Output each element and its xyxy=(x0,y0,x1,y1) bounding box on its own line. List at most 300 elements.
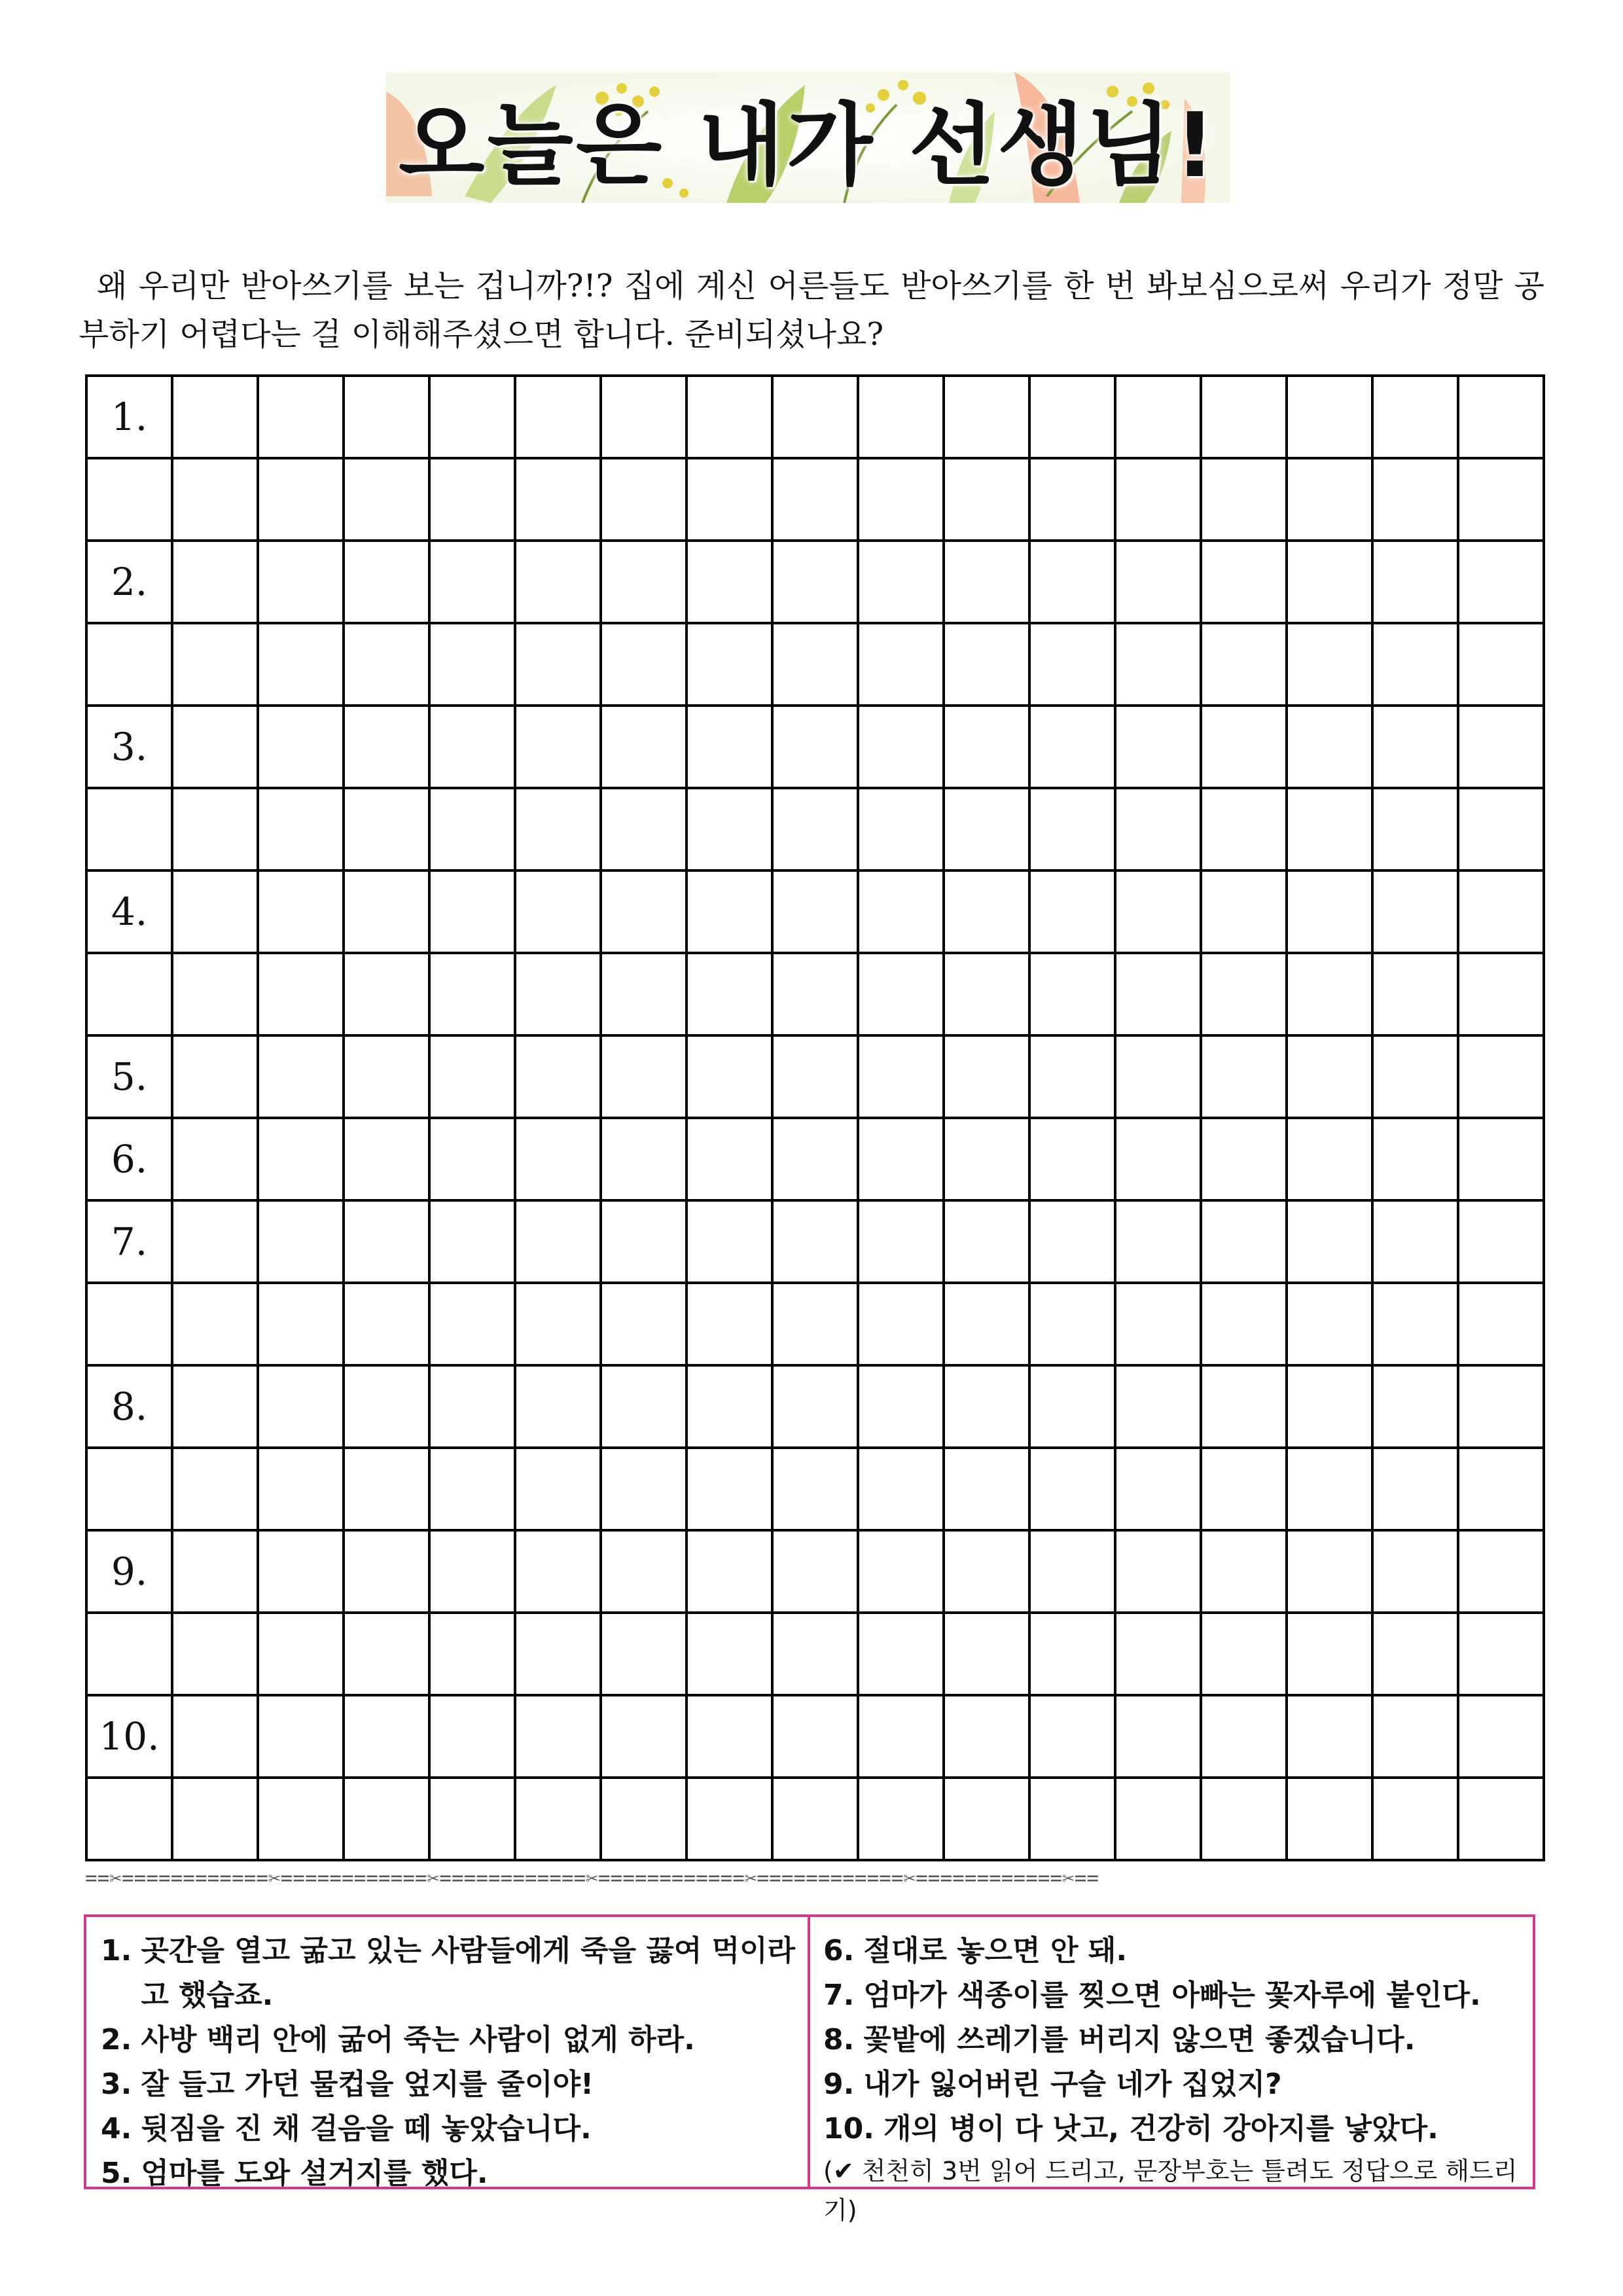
grid-cell[interactable] xyxy=(1201,623,1287,706)
grid-cell[interactable] xyxy=(772,1778,858,1860)
grid-cell[interactable] xyxy=(687,788,772,870)
grid-row-number[interactable]: 4. xyxy=(86,870,172,953)
grid-cell[interactable] xyxy=(944,870,1029,953)
grid-cell[interactable] xyxy=(515,788,601,870)
grid-row-number[interactable] xyxy=(86,953,172,1035)
grid-cell[interactable] xyxy=(1115,1283,1201,1365)
grid-cell[interactable] xyxy=(944,458,1029,541)
grid-cell[interactable] xyxy=(344,1613,429,1695)
grid-cell[interactable] xyxy=(172,376,258,458)
grid-cell[interactable] xyxy=(344,870,429,953)
grid-cell[interactable] xyxy=(258,1283,344,1365)
grid-cell[interactable] xyxy=(1201,1530,1287,1613)
grid-cell[interactable] xyxy=(1201,1365,1287,1448)
grid-cell[interactable] xyxy=(858,788,944,870)
grid-cell[interactable] xyxy=(772,376,858,458)
grid-cell[interactable] xyxy=(515,1695,601,1778)
grid-cell[interactable] xyxy=(258,1035,344,1118)
grid-cell[interactable] xyxy=(429,1695,515,1778)
grid-cell[interactable] xyxy=(258,870,344,953)
grid-cell[interactable] xyxy=(1115,788,1201,870)
grid-cell[interactable] xyxy=(1287,1530,1372,1613)
grid-cell[interactable] xyxy=(858,1448,944,1530)
grid-cell[interactable] xyxy=(1029,376,1115,458)
grid-cell[interactable] xyxy=(1458,541,1544,623)
grid-cell[interactable] xyxy=(172,788,258,870)
grid-cell[interactable] xyxy=(687,1365,772,1448)
grid-cell[interactable] xyxy=(1372,706,1458,788)
grid-cell[interactable] xyxy=(258,376,344,458)
grid-cell[interactable] xyxy=(687,1613,772,1695)
grid-cell[interactable] xyxy=(601,1695,687,1778)
grid-cell[interactable] xyxy=(687,870,772,953)
grid-cell[interactable] xyxy=(944,1448,1029,1530)
grid-cell[interactable] xyxy=(1372,541,1458,623)
grid-cell[interactable] xyxy=(1372,1365,1458,1448)
grid-cell[interactable] xyxy=(1029,1283,1115,1365)
grid-row-number[interactable]: 7. xyxy=(86,1200,172,1283)
grid-cell[interactable] xyxy=(258,1613,344,1695)
grid-row-number[interactable]: 5. xyxy=(86,1035,172,1118)
grid-row-number[interactable] xyxy=(86,1448,172,1530)
grid-cell[interactable] xyxy=(1458,1283,1544,1365)
grid-cell[interactable] xyxy=(858,1283,944,1365)
grid-cell[interactable] xyxy=(1201,541,1287,623)
grid-cell[interactable] xyxy=(772,706,858,788)
grid-cell[interactable] xyxy=(344,1283,429,1365)
grid-cell[interactable] xyxy=(944,1530,1029,1613)
grid-cell[interactable] xyxy=(344,623,429,706)
grid-cell[interactable] xyxy=(1287,1283,1372,1365)
grid-cell[interactable] xyxy=(258,623,344,706)
grid-cell[interactable] xyxy=(1372,1613,1458,1695)
grid-cell[interactable] xyxy=(601,458,687,541)
grid-cell[interactable] xyxy=(772,953,858,1035)
grid-row-number[interactable] xyxy=(86,788,172,870)
grid-cell[interactable] xyxy=(172,870,258,953)
grid-cell[interactable] xyxy=(772,1613,858,1695)
grid-cell[interactable] xyxy=(601,1365,687,1448)
grid-cell[interactable] xyxy=(772,1365,858,1448)
grid-cell[interactable] xyxy=(687,1530,772,1613)
grid-cell[interactable] xyxy=(601,1613,687,1695)
grid-cell[interactable] xyxy=(1201,1613,1287,1695)
grid-cell[interactable] xyxy=(1287,458,1372,541)
grid-cell[interactable] xyxy=(344,1035,429,1118)
grid-cell[interactable] xyxy=(344,376,429,458)
grid-cell[interactable] xyxy=(1458,623,1544,706)
grid-cell[interactable] xyxy=(858,1200,944,1283)
grid-cell[interactable] xyxy=(1115,376,1201,458)
grid-cell[interactable] xyxy=(1201,1778,1287,1860)
grid-cell[interactable] xyxy=(1115,1695,1201,1778)
grid-cell[interactable] xyxy=(172,1283,258,1365)
grid-cell[interactable] xyxy=(687,1200,772,1283)
grid-cell[interactable] xyxy=(1201,1118,1287,1200)
grid-cell[interactable] xyxy=(1372,1695,1458,1778)
grid-cell[interactable] xyxy=(172,1448,258,1530)
grid-cell[interactable] xyxy=(1115,1613,1201,1695)
grid-cell[interactable] xyxy=(1115,1200,1201,1283)
grid-cell[interactable] xyxy=(772,1448,858,1530)
grid-cell[interactable] xyxy=(1372,1778,1458,1860)
grid-cell[interactable] xyxy=(601,1778,687,1860)
grid-cell[interactable] xyxy=(1029,1200,1115,1283)
grid-cell[interactable] xyxy=(858,953,944,1035)
grid-cell[interactable] xyxy=(772,1118,858,1200)
grid-cell[interactable] xyxy=(1287,1695,1372,1778)
grid-cell[interactable] xyxy=(687,1448,772,1530)
grid-cell[interactable] xyxy=(429,1530,515,1613)
grid-cell[interactable] xyxy=(515,623,601,706)
grid-cell[interactable] xyxy=(429,1448,515,1530)
grid-cell[interactable] xyxy=(944,1778,1029,1860)
grid-cell[interactable] xyxy=(172,1200,258,1283)
grid-cell[interactable] xyxy=(858,458,944,541)
grid-cell[interactable] xyxy=(944,1200,1029,1283)
grid-cell[interactable] xyxy=(1115,1778,1201,1860)
grid-cell[interactable] xyxy=(429,953,515,1035)
grid-cell[interactable] xyxy=(172,1695,258,1778)
grid-cell[interactable] xyxy=(1458,1530,1544,1613)
grid-cell[interactable] xyxy=(1029,788,1115,870)
grid-cell[interactable] xyxy=(1115,458,1201,541)
grid-cell[interactable] xyxy=(1287,541,1372,623)
grid-cell[interactable] xyxy=(429,1283,515,1365)
grid-cell[interactable] xyxy=(515,1448,601,1530)
grid-row-number[interactable]: 2. xyxy=(86,541,172,623)
grid-cell[interactable] xyxy=(1287,706,1372,788)
grid-cell[interactable] xyxy=(258,953,344,1035)
grid-cell[interactable] xyxy=(429,1035,515,1118)
grid-cell[interactable] xyxy=(772,1695,858,1778)
grid-cell[interactable] xyxy=(772,458,858,541)
grid-cell[interactable] xyxy=(258,1530,344,1613)
grid-cell[interactable] xyxy=(772,788,858,870)
grid-cell[interactable] xyxy=(858,870,944,953)
grid-cell[interactable] xyxy=(1029,1448,1115,1530)
grid-cell[interactable] xyxy=(1372,953,1458,1035)
grid-cell[interactable] xyxy=(1115,1448,1201,1530)
grid-cell[interactable] xyxy=(429,1365,515,1448)
grid-cell[interactable] xyxy=(944,788,1029,870)
grid-cell[interactable] xyxy=(258,788,344,870)
grid-cell[interactable] xyxy=(515,1118,601,1200)
grid-cell[interactable] xyxy=(1458,788,1544,870)
grid-cell[interactable] xyxy=(687,1118,772,1200)
grid-row-number[interactable]: 1. xyxy=(86,376,172,458)
grid-cell[interactable] xyxy=(858,1035,944,1118)
grid-cell[interactable] xyxy=(258,1365,344,1448)
grid-cell[interactable] xyxy=(258,1118,344,1200)
grid-row-number[interactable] xyxy=(86,1778,172,1860)
grid-cell[interactable] xyxy=(344,1530,429,1613)
grid-cell[interactable] xyxy=(1201,953,1287,1035)
grid-cell[interactable] xyxy=(944,1365,1029,1448)
grid-cell[interactable] xyxy=(258,458,344,541)
grid-cell[interactable] xyxy=(1458,706,1544,788)
grid-cell[interactable] xyxy=(858,541,944,623)
grid-row-number[interactable]: 3. xyxy=(86,706,172,788)
grid-cell[interactable] xyxy=(687,1778,772,1860)
grid-cell[interactable] xyxy=(515,1778,601,1860)
grid-cell[interactable] xyxy=(344,706,429,788)
grid-cell[interactable] xyxy=(601,870,687,953)
grid-row-number[interactable] xyxy=(86,623,172,706)
grid-cell[interactable] xyxy=(172,1118,258,1200)
grid-cell[interactable] xyxy=(1287,1365,1372,1448)
grid-cell[interactable] xyxy=(1029,1365,1115,1448)
grid-cell[interactable] xyxy=(944,1283,1029,1365)
grid-cell[interactable] xyxy=(858,623,944,706)
grid-cell[interactable] xyxy=(1029,953,1115,1035)
grid-cell[interactable] xyxy=(1458,1778,1544,1860)
grid-cell[interactable] xyxy=(1201,870,1287,953)
grid-cell[interactable] xyxy=(172,1035,258,1118)
grid-cell[interactable] xyxy=(344,953,429,1035)
grid-cell[interactable] xyxy=(1372,1283,1458,1365)
grid-cell[interactable] xyxy=(172,1365,258,1448)
grid-cell[interactable] xyxy=(1029,1035,1115,1118)
grid-row-number[interactable]: 9. xyxy=(86,1530,172,1613)
grid-cell[interactable] xyxy=(1029,1695,1115,1778)
grid-cell[interactable] xyxy=(1029,541,1115,623)
grid-cell[interactable] xyxy=(1201,706,1287,788)
grid-cell[interactable] xyxy=(515,1365,601,1448)
grid-cell[interactable] xyxy=(258,1448,344,1530)
grid-cell[interactable] xyxy=(1287,1613,1372,1695)
grid-cell[interactable] xyxy=(772,1283,858,1365)
grid-row-number[interactable] xyxy=(86,1613,172,1695)
grid-cell[interactable] xyxy=(172,1778,258,1860)
grid-cell[interactable] xyxy=(1372,788,1458,870)
grid-cell[interactable] xyxy=(1372,376,1458,458)
grid-cell[interactable] xyxy=(687,541,772,623)
grid-cell[interactable] xyxy=(858,1118,944,1200)
grid-cell[interactable] xyxy=(1287,953,1372,1035)
grid-cell[interactable] xyxy=(601,1035,687,1118)
grid-cell[interactable] xyxy=(172,953,258,1035)
grid-cell[interactable] xyxy=(429,541,515,623)
grid-cell[interactable] xyxy=(515,953,601,1035)
grid-cell[interactable] xyxy=(1029,623,1115,706)
grid-cell[interactable] xyxy=(1372,870,1458,953)
grid-cell[interactable] xyxy=(429,623,515,706)
grid-cell[interactable] xyxy=(601,623,687,706)
grid-cell[interactable] xyxy=(1029,1118,1115,1200)
grid-cell[interactable] xyxy=(515,1530,601,1613)
grid-cell[interactable] xyxy=(1458,870,1544,953)
grid-cell[interactable] xyxy=(1029,1530,1115,1613)
grid-cell[interactable] xyxy=(1458,1613,1544,1695)
grid-cell[interactable] xyxy=(172,706,258,788)
grid-cell[interactable] xyxy=(601,1118,687,1200)
grid-cell[interactable] xyxy=(1287,1118,1372,1200)
grid-cell[interactable] xyxy=(1287,1200,1372,1283)
grid-cell[interactable] xyxy=(687,376,772,458)
grid-cell[interactable] xyxy=(1458,1365,1544,1448)
grid-cell[interactable] xyxy=(944,706,1029,788)
grid-cell[interactable] xyxy=(772,541,858,623)
grid-cell[interactable] xyxy=(429,1118,515,1200)
grid-cell[interactable] xyxy=(1029,1778,1115,1860)
grid-cell[interactable] xyxy=(1201,1283,1287,1365)
grid-cell[interactable] xyxy=(1201,1035,1287,1118)
grid-cell[interactable] xyxy=(258,706,344,788)
grid-cell[interactable] xyxy=(258,1695,344,1778)
grid-cell[interactable] xyxy=(1029,706,1115,788)
grid-cell[interactable] xyxy=(1458,1200,1544,1283)
grid-cell[interactable] xyxy=(344,1695,429,1778)
grid-cell[interactable] xyxy=(1029,1613,1115,1695)
grid-cell[interactable] xyxy=(601,706,687,788)
grid-cell[interactable] xyxy=(1287,870,1372,953)
grid-cell[interactable] xyxy=(1458,1695,1544,1778)
grid-cell[interactable] xyxy=(1372,1035,1458,1118)
grid-cell[interactable] xyxy=(944,1118,1029,1200)
grid-cell[interactable] xyxy=(1287,1035,1372,1118)
grid-cell[interactable] xyxy=(344,1118,429,1200)
grid-cell[interactable] xyxy=(1201,788,1287,870)
grid-cell[interactable] xyxy=(858,1365,944,1448)
grid-cell[interactable] xyxy=(1115,1118,1201,1200)
grid-cell[interactable] xyxy=(1287,788,1372,870)
grid-cell[interactable] xyxy=(1115,1530,1201,1613)
grid-cell[interactable] xyxy=(515,541,601,623)
grid-cell[interactable] xyxy=(172,541,258,623)
grid-cell[interactable] xyxy=(944,953,1029,1035)
grid-cell[interactable] xyxy=(515,870,601,953)
grid-cell[interactable] xyxy=(515,1035,601,1118)
grid-cell[interactable] xyxy=(429,1778,515,1860)
grid-cell[interactable] xyxy=(1372,1530,1458,1613)
grid-cell[interactable] xyxy=(1458,1118,1544,1200)
grid-cell[interactable] xyxy=(344,1778,429,1860)
grid-cell[interactable] xyxy=(944,1695,1029,1778)
grid-cell[interactable] xyxy=(601,376,687,458)
grid-cell[interactable] xyxy=(687,706,772,788)
grid-cell[interactable] xyxy=(772,1200,858,1283)
grid-cell[interactable] xyxy=(944,541,1029,623)
grid-cell[interactable] xyxy=(1201,376,1287,458)
grid-cell[interactable] xyxy=(601,788,687,870)
grid-cell[interactable] xyxy=(1458,1448,1544,1530)
grid-cell[interactable] xyxy=(601,1283,687,1365)
grid-cell[interactable] xyxy=(1115,706,1201,788)
grid-cell[interactable] xyxy=(1458,1035,1544,1118)
grid-cell[interactable] xyxy=(344,788,429,870)
grid-cell[interactable] xyxy=(515,706,601,788)
grid-cell[interactable] xyxy=(687,623,772,706)
grid-cell[interactable] xyxy=(687,458,772,541)
grid-cell[interactable] xyxy=(1201,1695,1287,1778)
grid-cell[interactable] xyxy=(344,1448,429,1530)
grid-cell[interactable] xyxy=(1372,458,1458,541)
grid-cell[interactable] xyxy=(601,1200,687,1283)
grid-row-number[interactable]: 6. xyxy=(86,1118,172,1200)
grid-cell[interactable] xyxy=(1115,953,1201,1035)
grid-cell[interactable] xyxy=(1372,1118,1458,1200)
grid-cell[interactable] xyxy=(1287,1778,1372,1860)
grid-cell[interactable] xyxy=(687,1035,772,1118)
grid-cell[interactable] xyxy=(344,1365,429,1448)
grid-cell[interactable] xyxy=(1458,458,1544,541)
grid-cell[interactable] xyxy=(858,706,944,788)
grid-cell[interactable] xyxy=(1201,1200,1287,1283)
grid-cell[interactable] xyxy=(429,458,515,541)
grid-cell[interactable] xyxy=(687,1283,772,1365)
grid-cell[interactable] xyxy=(515,1283,601,1365)
grid-cell[interactable] xyxy=(429,870,515,953)
grid-cell[interactable] xyxy=(1115,541,1201,623)
grid-cell[interactable] xyxy=(515,1613,601,1695)
grid-cell[interactable] xyxy=(515,458,601,541)
grid-cell[interactable] xyxy=(1115,1035,1201,1118)
grid-row-number[interactable] xyxy=(86,458,172,541)
grid-cell[interactable] xyxy=(858,1613,944,1695)
grid-cell[interactable] xyxy=(258,1778,344,1860)
grid-cell[interactable] xyxy=(429,706,515,788)
grid-cell[interactable] xyxy=(172,1530,258,1613)
grid-cell[interactable] xyxy=(687,953,772,1035)
grid-cell[interactable] xyxy=(429,1200,515,1283)
grid-cell[interactable] xyxy=(772,1035,858,1118)
grid-cell[interactable] xyxy=(772,623,858,706)
grid-cell[interactable] xyxy=(858,1778,944,1860)
grid-cell[interactable] xyxy=(601,1530,687,1613)
grid-cell[interactable] xyxy=(772,1530,858,1613)
grid-cell[interactable] xyxy=(1115,870,1201,953)
grid-cell[interactable] xyxy=(1029,458,1115,541)
grid-cell[interactable] xyxy=(1372,1448,1458,1530)
grid-cell[interactable] xyxy=(258,541,344,623)
grid-cell[interactable] xyxy=(172,623,258,706)
grid-cell[interactable] xyxy=(172,1613,258,1695)
grid-cell[interactable] xyxy=(1115,623,1201,706)
grid-cell[interactable] xyxy=(1458,953,1544,1035)
grid-cell[interactable] xyxy=(1287,376,1372,458)
grid-cell[interactable] xyxy=(1201,1448,1287,1530)
grid-cell[interactable] xyxy=(858,376,944,458)
grid-cell[interactable] xyxy=(772,870,858,953)
grid-cell[interactable] xyxy=(1287,623,1372,706)
grid-cell[interactable] xyxy=(344,1200,429,1283)
grid-cell[interactable] xyxy=(429,376,515,458)
grid-cell[interactable] xyxy=(601,953,687,1035)
grid-cell[interactable] xyxy=(1372,1200,1458,1283)
grid-cell[interactable] xyxy=(429,788,515,870)
grid-cell[interactable] xyxy=(601,541,687,623)
grid-row-number[interactable] xyxy=(86,1283,172,1365)
grid-cell[interactable] xyxy=(429,1613,515,1695)
grid-cell[interactable] xyxy=(1287,1448,1372,1530)
grid-cell[interactable] xyxy=(944,376,1029,458)
grid-cell[interactable] xyxy=(1201,458,1287,541)
grid-cell[interactable] xyxy=(258,1200,344,1283)
grid-cell[interactable] xyxy=(344,541,429,623)
grid-cell[interactable] xyxy=(858,1530,944,1613)
grid-cell[interactable] xyxy=(687,1695,772,1778)
grid-cell[interactable] xyxy=(858,1695,944,1778)
grid-cell[interactable] xyxy=(944,1613,1029,1695)
grid-cell[interactable] xyxy=(515,1200,601,1283)
grid-cell[interactable] xyxy=(172,458,258,541)
grid-cell[interactable] xyxy=(1458,376,1544,458)
grid-row-number[interactable]: 10. xyxy=(86,1695,172,1778)
grid-cell[interactable] xyxy=(1115,1365,1201,1448)
grid-cell[interactable] xyxy=(515,376,601,458)
grid-cell[interactable] xyxy=(1372,623,1458,706)
